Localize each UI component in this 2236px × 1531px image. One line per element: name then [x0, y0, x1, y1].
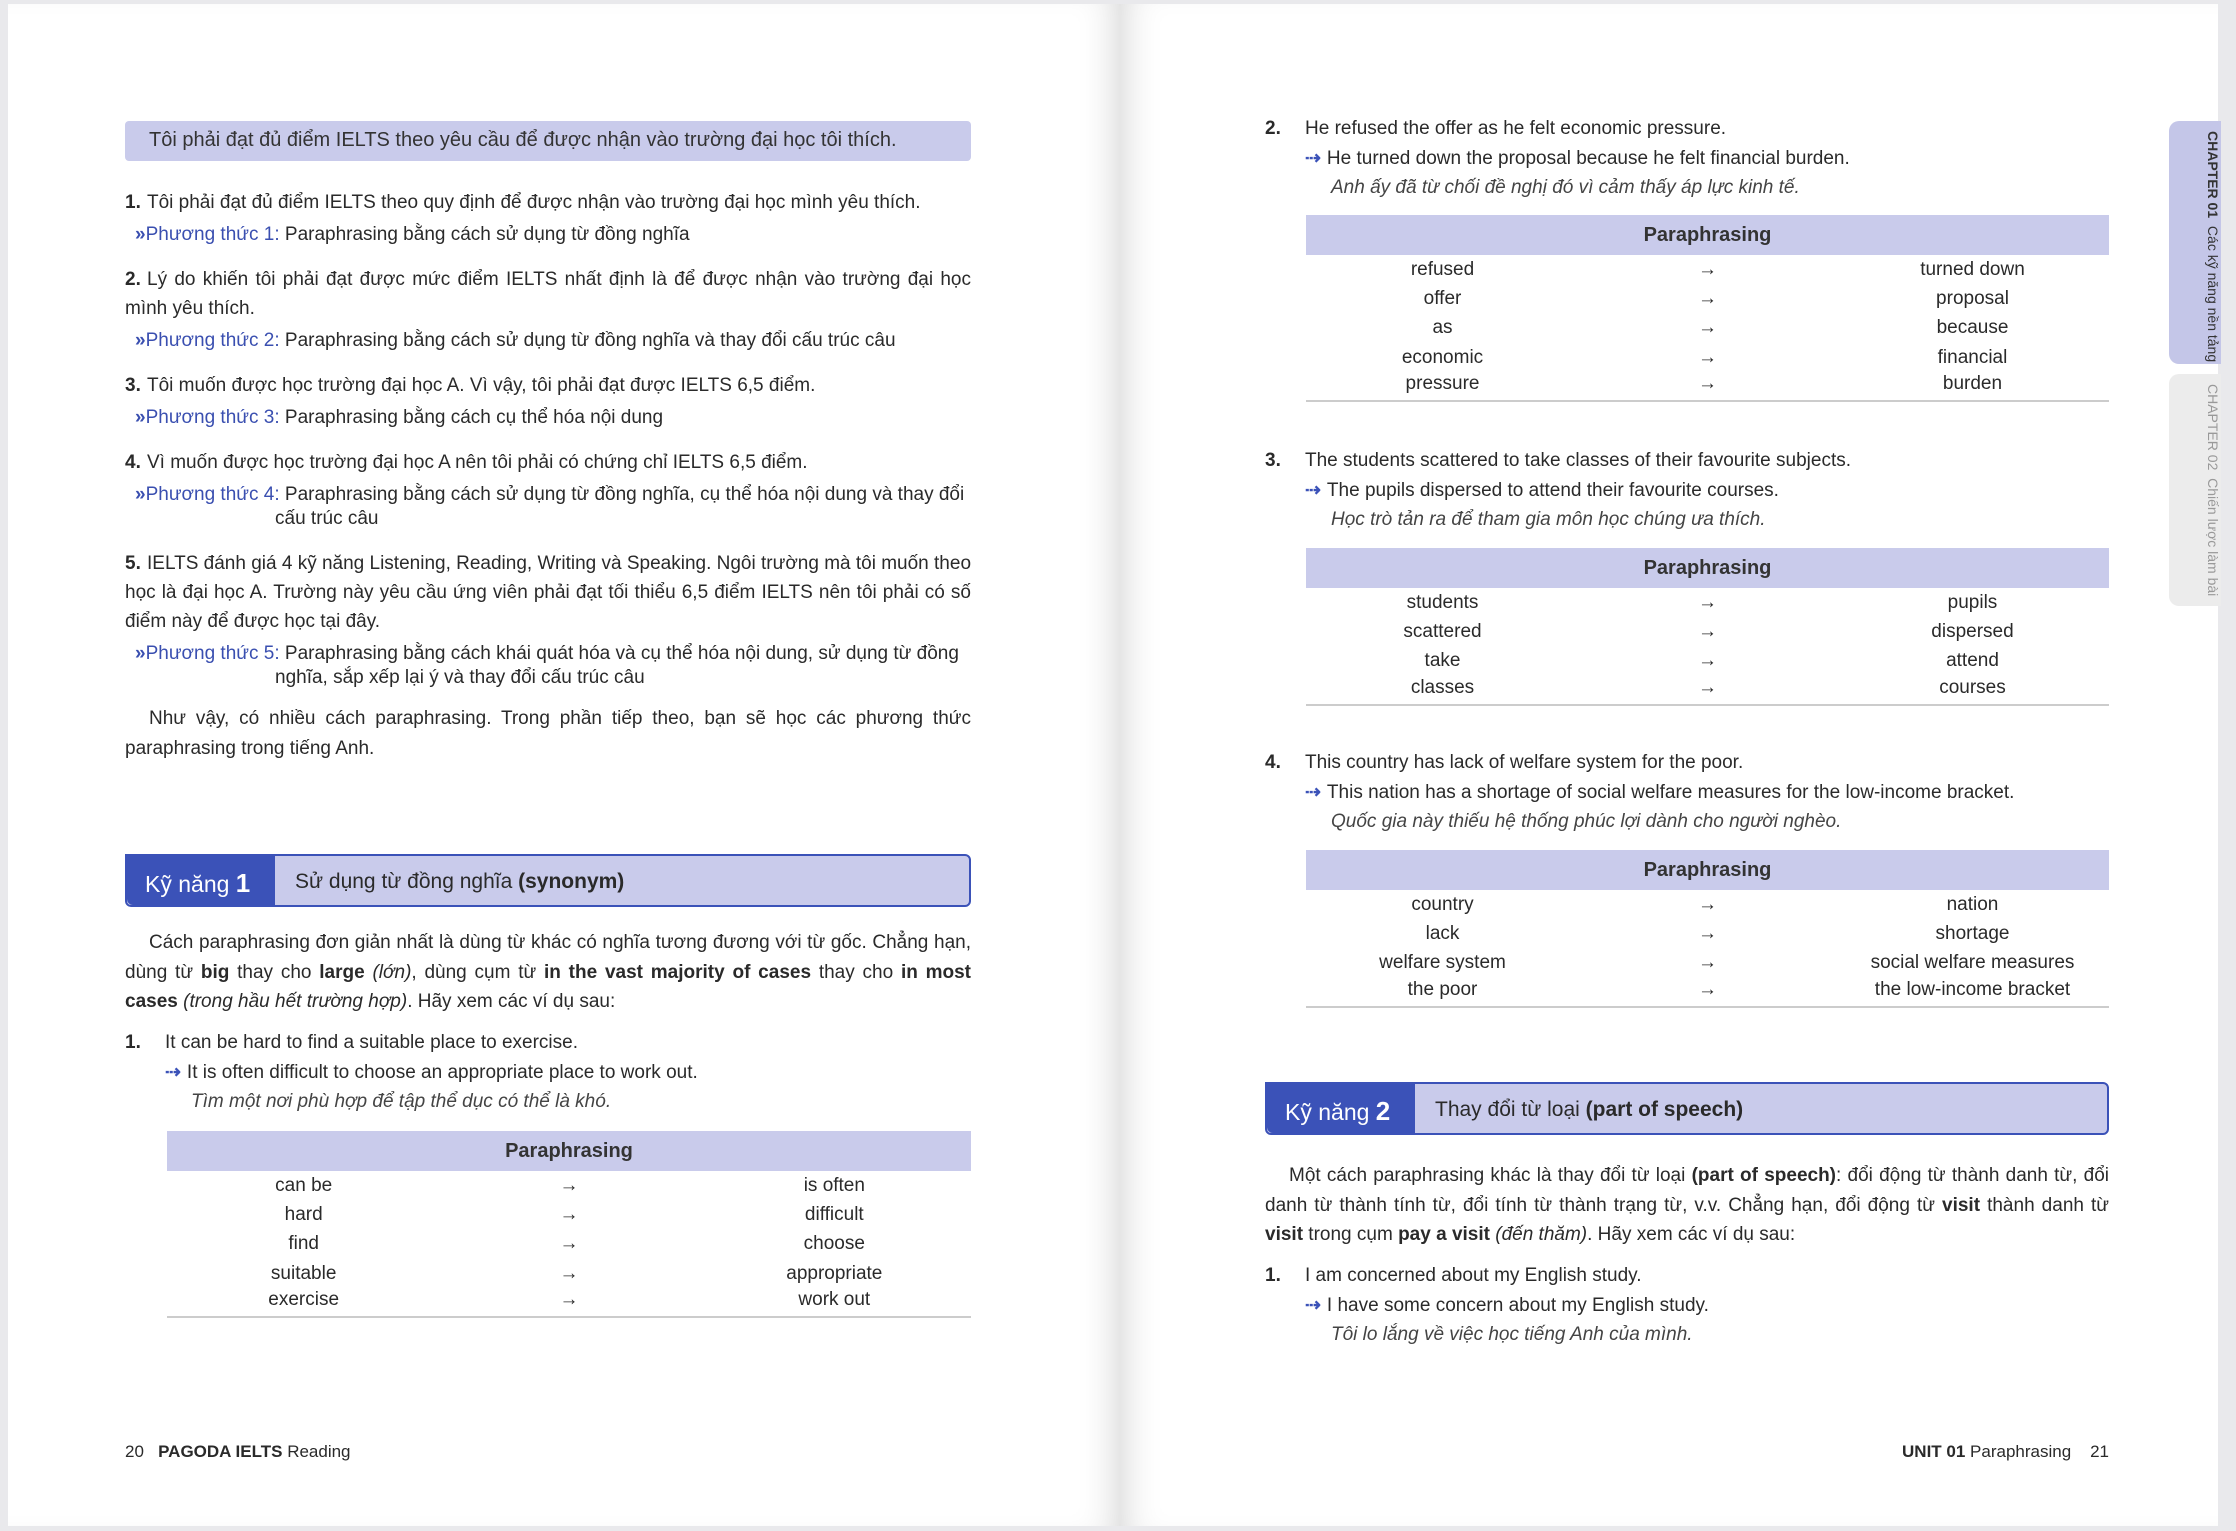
- method-label: Phương thức 1:: [145, 224, 280, 245]
- table-row: [1306, 647, 2109, 676]
- skill-prefix: Kỹ năng: [145, 871, 230, 897]
- table-row: [167, 1171, 971, 1200]
- intro-fragment: (part of speech): [1691, 1165, 1837, 1186]
- method-label: Phương thức 4:: [145, 484, 280, 505]
- example-number: 1.: [1265, 1265, 1281, 1286]
- intro-fragment: thay cho: [811, 961, 901, 983]
- example-paraphrase: [125, 1058, 971, 1088]
- table-row: [1306, 919, 2109, 948]
- skill-1-banner: [125, 854, 971, 907]
- original-word: pressure: [1306, 372, 1579, 401]
- chevron-icon: »: [135, 224, 146, 245]
- arrow-icon: →: [559, 1174, 579, 1196]
- paraphrased-word: difficult: [804, 1203, 864, 1225]
- table-row: [167, 1288, 971, 1317]
- list-item: [125, 265, 971, 323]
- example-sentence: [1265, 446, 2109, 476]
- list-item: [125, 188, 971, 217]
- arrow-icon: →: [1698, 952, 1717, 974]
- example-block: [1265, 114, 2109, 203]
- table-row: [1306, 343, 2109, 372]
- paraphrased-word: is often: [803, 1174, 865, 1196]
- paraphrased-word: financial: [1937, 346, 2008, 368]
- skill-label: [127, 856, 275, 905]
- method-text: Paraphrasing bằng cách sử dụng từ đồng nghĩa: [284, 224, 690, 245]
- original-word: economic: [1401, 346, 1484, 368]
- paraphrased-word: work out: [698, 1288, 971, 1317]
- example-sentence: [1265, 748, 2109, 778]
- intro-fragment: . Hãy xem các ví dụ sau:: [1587, 1224, 1796, 1245]
- list-item: [125, 371, 971, 400]
- example-paraphrase: [1265, 1291, 2109, 1321]
- example-translation: Quốc gia này thiếu hệ thống phúc lợi dành cho người nghèo.: [1331, 811, 1842, 832]
- paraphrased-word: pupils: [1947, 591, 1998, 613]
- original-word: take: [1424, 650, 1461, 672]
- paraphrased-word: nation: [1946, 893, 1999, 915]
- tab-chapter: CHAPTER 01: [2205, 131, 2221, 219]
- intro-fragment: trong cụm: [1303, 1224, 1399, 1245]
- arrow-icon: →: [1579, 372, 1836, 401]
- table-header: Paraphrasing: [1306, 850, 2109, 890]
- method-line: [135, 223, 971, 247]
- paraphrase-arrow-icon: ⇢: [1305, 147, 1321, 169]
- paraphrased-word: social welfare measures: [1870, 952, 2075, 974]
- item-number: 4.: [125, 452, 141, 473]
- original-word: students: [1406, 591, 1479, 613]
- original-word: suitable: [270, 1262, 337, 1284]
- skill-title: [1415, 1084, 1743, 1133]
- intro-fragment: visit: [1942, 1194, 1981, 1216]
- list-item: [125, 549, 971, 636]
- chevron-icon: »: [135, 643, 146, 664]
- item-number: 5.: [125, 553, 141, 574]
- example-block: [1265, 748, 2109, 837]
- skill-prefix: Kỹ năng: [1285, 1099, 1370, 1125]
- table-row: [167, 1230, 971, 1259]
- example-number: 2.: [1265, 118, 1281, 139]
- skill-2-banner: [1265, 1082, 2109, 1135]
- page-number: 21: [2090, 1442, 2109, 1461]
- item-text: Lý do khiến tôi phải đạt được mức điểm IELTS nhất định là để được nhận vào trường đại học mình yêu thích.: [125, 269, 971, 319]
- method-line: [135, 642, 971, 690]
- intro-fragment: thay cho: [229, 961, 320, 983]
- paraphrased-word: choose: [803, 1233, 865, 1255]
- original-word: find: [288, 1233, 319, 1255]
- method-line: [135, 329, 971, 353]
- original-word: the poor: [1306, 978, 1579, 1007]
- method-label: Phương thức 2:: [145, 330, 280, 351]
- original-word: scattered: [1403, 620, 1482, 642]
- item-number: 2.: [125, 269, 141, 290]
- table-row: [1306, 284, 2109, 313]
- paraphrase-text: It is often difficult to choose an appropriate place to work out.: [186, 1061, 698, 1083]
- summary: Như vậy, có nhiều cách paraphrasing. Trong phần tiếp theo, bạn sẽ học các phương thức paraphrasing trong tiếng Anh.: [125, 708, 971, 759]
- skill-title-text: Sử dụng từ đồng nghĩa: [295, 870, 513, 893]
- item-number: 3.: [125, 375, 141, 396]
- arrow-icon: →: [1698, 893, 1717, 915]
- paraphrasing-table: [1306, 548, 2109, 706]
- example-translation: Anh ấy đã từ chối đề nghị đó vì cảm thấy áp lực kinh tế.: [1331, 177, 1800, 198]
- arrow-icon: →: [1698, 591, 1717, 613]
- skill-title: [275, 856, 624, 905]
- intro-fragment: in most cases: [125, 961, 972, 1012]
- section-header: Tôi phải đạt đủ điểm IELTS theo yêu cầu để được nhận vào trường đại học tôi thích.: [125, 121, 971, 161]
- arrow-icon: →: [1698, 317, 1717, 339]
- item-text: Tôi muốn được học trường đại học A. Vì vậy, tôi phải đạt được IELTS 6,5 điểm.: [147, 375, 816, 396]
- chevron-icon: »: [135, 407, 146, 428]
- table-row: [1306, 588, 2109, 617]
- paraphrased-word: attend: [1946, 650, 1999, 672]
- method-label: Phương thức 3:: [145, 407, 280, 428]
- intro-fragment: (trong hầu hết trường hợp): [183, 991, 408, 1012]
- method-label: Phương thức 5:: [145, 643, 280, 664]
- example-paraphrase: [1265, 144, 2109, 174]
- table-header-row: [1306, 850, 2109, 890]
- example-number: 4.: [1265, 752, 1281, 773]
- paraphrase-arrow-icon: ⇢: [165, 1061, 181, 1083]
- method-text: Paraphrasing bằng cách khái quát hóa và cụ thể hóa nội dung, sử dụng từ đồng nghĩa, sắp xếp lại ý và thay đổi cấu trúc câu: [275, 643, 959, 688]
- example-sentence: [1265, 114, 2109, 144]
- example-paraphrase: [1265, 476, 2109, 506]
- arrow-icon: →: [440, 1288, 697, 1317]
- tab-text: Các kỹ năng nền tảng: [2205, 225, 2221, 363]
- table-row: [1306, 617, 2109, 646]
- example-1: [125, 1028, 971, 1117]
- intro-fragment: (lớn): [372, 961, 412, 983]
- table-row: [167, 1259, 971, 1288]
- arrow-icon: →: [1698, 346, 1717, 368]
- brand: PAGODA IELTS: [158, 1442, 283, 1461]
- paraphrased-word: shortage: [1935, 922, 2010, 944]
- item-text: Tôi phải đạt đủ điểm IELTS theo quy định để được nhận vào trường đại học mình yêu thích.: [147, 192, 921, 213]
- table-header-row: [1306, 548, 2109, 588]
- page-number: 20: [125, 1442, 144, 1461]
- table-header: Paraphrasing: [1306, 548, 2109, 588]
- paraphrase-text: He turned down the proposal because he felt financial burden.: [1326, 147, 1850, 169]
- skill-number: 1: [235, 868, 251, 898]
- example-sentence: [1265, 1261, 2109, 1291]
- original-word: can be: [275, 1174, 333, 1196]
- skill-2-intro: [1265, 1161, 2109, 1250]
- paraphrase-text: This nation has a shortage of social welfare measures for the low-income bracket.: [1326, 781, 2015, 803]
- original-word: lack: [1425, 922, 1460, 944]
- skill-title-text: Thay đổi từ loại: [1435, 1098, 1580, 1121]
- skill-title-bold: (synonym): [518, 870, 625, 893]
- intro-fragment: big: [200, 961, 230, 983]
- arrow-icon: →: [1579, 978, 1836, 1007]
- arrow-icon: →: [559, 1203, 579, 1225]
- unit-topic: Paraphrasing: [1970, 1442, 2072, 1461]
- arrow-icon: →: [1698, 258, 1717, 280]
- paraphrased-word: turned down: [1920, 258, 2025, 280]
- example-original: I am concerned about my English study.: [1305, 1265, 1642, 1286]
- table-header-row: [167, 1131, 971, 1171]
- original-word: hard: [284, 1203, 323, 1225]
- original-word: classes: [1306, 676, 1579, 705]
- example-number: 3.: [1265, 450, 1281, 471]
- table-header: Paraphrasing: [1306, 215, 2109, 255]
- table-row: [1306, 372, 2109, 401]
- intro-fragment: , dùng cụm từ: [411, 961, 544, 983]
- method-line: [135, 483, 971, 531]
- book-title: Reading: [287, 1442, 351, 1461]
- paraphrased-word: appropriate: [786, 1262, 883, 1284]
- intro-fragment: in the vast majority of cases: [544, 961, 812, 983]
- arrow-icon: →: [1698, 287, 1717, 309]
- original-word: exercise: [167, 1288, 440, 1317]
- paraphrased-word: courses: [1836, 676, 2109, 705]
- skill-label: [1267, 1084, 1415, 1133]
- method-text: Paraphrasing bằng cách sử dụng từ đồng nghĩa và thay đổi cấu trúc câu: [284, 330, 896, 351]
- chevron-icon: »: [135, 330, 146, 351]
- tab-chapter: CHAPTER 02: [2205, 384, 2221, 471]
- paraphrasing-table: [1306, 215, 2109, 402]
- original-word: as: [1432, 317, 1453, 339]
- original-word: welfare system: [1379, 952, 1506, 974]
- chapter-02-tab[interactable]: [2169, 374, 2221, 606]
- unit-label: UNIT 01: [1902, 1442, 1966, 1461]
- original-word: refused: [1410, 258, 1475, 280]
- paraphrase-arrow-icon: ⇢: [1305, 479, 1321, 501]
- table-row: [1306, 978, 2109, 1007]
- paraphrased-word: proposal: [1936, 287, 2009, 309]
- table-row: [1306, 314, 2109, 343]
- method-text: Paraphrasing bằng cách cụ thể hóa nội dung: [284, 407, 664, 428]
- table-row: [1306, 255, 2109, 284]
- left-footer: [125, 1442, 351, 1462]
- intro-fragment: (đến thăm): [1495, 1224, 1588, 1245]
- table-header-row: [1306, 215, 2109, 255]
- table-row: [167, 1200, 971, 1229]
- table-row: [1306, 676, 2109, 705]
- arrow-icon: →: [1698, 650, 1717, 672]
- example-paraphrase: [1265, 778, 2109, 808]
- original-word: offer: [1423, 287, 1462, 309]
- arrow-icon: →: [1698, 922, 1717, 944]
- arrow-icon: →: [1579, 676, 1836, 705]
- skill-number: 2: [1375, 1096, 1391, 1126]
- arrow-icon: →: [1698, 620, 1717, 642]
- skill-1-intro: [125, 928, 971, 1017]
- chevron-icon: »: [135, 484, 146, 505]
- paraphrased-word: burden: [1836, 372, 2109, 401]
- skill-title-bold: (part of speech): [1585, 1098, 1744, 1121]
- example-translation: Học trò tản ra để tham gia môn học chúng ưa thích.: [1331, 509, 1766, 530]
- intro-fragment: Cách paraphrasing đơn giản nhất là dùng từ khác có nghĩa tương đương với từ gốc. Chẳng hạn, dùng từ: [125, 932, 971, 983]
- example-original: This country has lack of welfare system for the poor.: [1305, 752, 1744, 773]
- method-line: [135, 406, 971, 430]
- paraphrase-text: I have some concern about my English study.: [1326, 1294, 1709, 1316]
- paraphrasing-table: [167, 1131, 971, 1318]
- example-original: He refused the offer as he felt economic pressure.: [1305, 118, 1727, 139]
- example-translation: Tôi lo lắng về việc học tiếng Anh của mình.: [1331, 1324, 1693, 1345]
- example-block: [1265, 446, 2109, 535]
- item-number: 1.: [125, 192, 141, 213]
- item-text: Vì muốn được học trường đại học A nên tôi phải có chứng chỉ IELTS 6,5 điểm.: [147, 452, 808, 473]
- arrow-icon: →: [559, 1262, 579, 1284]
- arrow-icon: →: [559, 1233, 579, 1255]
- intro-fragment: Một cách paraphrasing khác là thay đổi từ loại: [1289, 1165, 1692, 1186]
- intro-fragment: pay a visit: [1398, 1224, 1490, 1245]
- skill-2-example-1: [1265, 1261, 2109, 1350]
- example-translation: Tìm một nơi phù hợp để tập thể dục có thể là khó.: [191, 1091, 612, 1112]
- table-header: Paraphrasing: [167, 1131, 971, 1171]
- tab-text: Chiến lược làm bài: [2205, 478, 2221, 597]
- intro-fragment: thành danh từ: [1980, 1194, 2109, 1216]
- list-item: [125, 448, 971, 477]
- paraphrase-arrow-icon: ⇢: [1305, 1294, 1321, 1316]
- paraphrasing-table: [1306, 850, 2109, 1008]
- table-row: [1306, 890, 2109, 919]
- intro-fragment: : đổi động từ thành danh từ, đổi danh từ thành tính từ, đổi tính từ thành trạng từ, v.v. Chẳng hạn, đổi động từ: [1265, 1165, 2109, 1216]
- chapter-01-tab[interactable]: [2169, 121, 2221, 364]
- paraphrased-word: the low-income bracket: [1836, 978, 2109, 1007]
- paraphrase-text: The pupils dispersed to attend their favourite courses.: [1326, 479, 1779, 501]
- intro-fragment: . Hãy xem các ví dụ sau:: [407, 991, 616, 1012]
- example-sentence: [125, 1028, 971, 1058]
- example-original: The students scattered to take classes of their favourite subjects.: [1305, 450, 1851, 471]
- item-text: IELTS đánh giá 4 kỹ năng Listening, Reading, Writing và Speaking. Ngôi trường mà tôi muốn theo học là đại học A. Trường này yêu cầu ứng viên phải đạt tối thiểu 6,5 điểm IELTS nên tôi phải có số điểm này để được học tại đây.: [125, 553, 972, 632]
- paraphrased-word: dispersed: [1931, 620, 2014, 642]
- original-word: country: [1411, 893, 1474, 915]
- method-list: [125, 188, 971, 763]
- example-number: 1.: [125, 1032, 141, 1053]
- method-text: Paraphrasing bằng cách sử dụng từ đồng nghĩa, cụ thể hóa nội dung và thay đổi cấu trúc câu: [275, 484, 965, 529]
- example-original: It can be hard to find a suitable place to exercise.: [165, 1032, 578, 1053]
- right-footer: [1902, 1442, 2109, 1462]
- intro-fragment: visit: [1265, 1224, 1304, 1245]
- paraphrased-word: because: [1936, 317, 2009, 339]
- table-row: [1306, 949, 2109, 978]
- paraphrase-arrow-icon: ⇢: [1305, 781, 1321, 803]
- intro-fragment: large: [319, 961, 365, 983]
